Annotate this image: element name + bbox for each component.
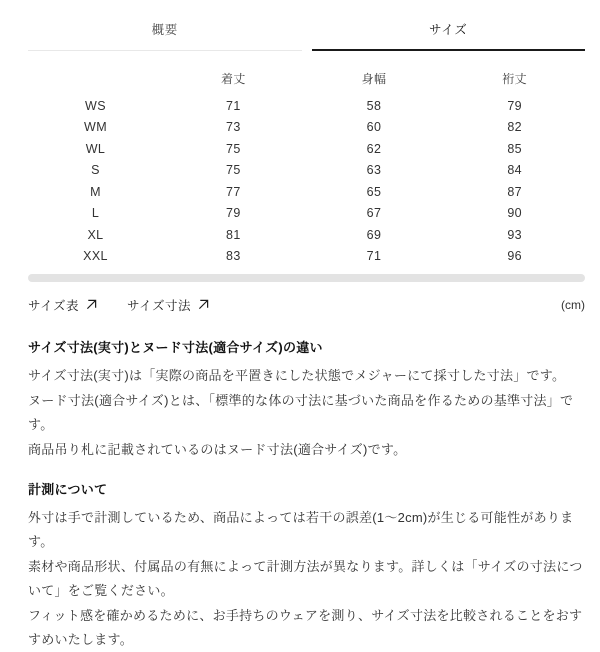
unit-label: (cm) — [561, 297, 585, 312]
section-paragraph: ヌード寸法(適合サイズ)とは、「標準的な体の寸法に基づいた商品を作るための基準寸法」です。 — [28, 392, 574, 432]
table-row — [28, 182, 585, 204]
measurement-value: 82 — [507, 120, 522, 134]
measurement-value: 65 — [366, 184, 382, 199]
measurement-value: 87 — [507, 184, 522, 199]
section-paragraph: 素材や商品形状、付属品の有無によって計測方法が異なります。詳しくは「サイズの寸法について」をご覧ください。 — [28, 558, 583, 598]
size-label: WM — [84, 120, 107, 134]
size-table-rows — [28, 96, 585, 268]
column-header-sleeve-length: 裄丈 — [502, 72, 528, 86]
link-label: サイズ表 — [28, 298, 80, 313]
measurement-value: 60 — [366, 120, 382, 134]
measurement-value: 71 — [226, 98, 241, 113]
links-row — [28, 296, 585, 314]
link-size-chart[interactable] — [28, 296, 97, 314]
tab-overview[interactable]: 概要 — [28, 20, 302, 51]
measurement-value: 77 — [226, 184, 241, 199]
size-table — [28, 69, 585, 268]
size-label: S — [91, 163, 100, 177]
measurement-value: 73 — [226, 120, 241, 134]
section-paragraph: 外寸は手で計測しているため、商品によっては若干の誤差(1〜2cm)が生じる可能性があります。 — [28, 509, 574, 549]
section-paragraph: 商品吊り札に記載されているのはヌード寸法(適合サイズ)です。 — [28, 441, 407, 457]
column-header-body-length: 着丈 — [220, 72, 246, 86]
table-row — [28, 160, 585, 182]
info-section — [28, 480, 585, 652]
info-sections — [28, 338, 585, 652]
measurement-value: 84 — [507, 163, 522, 177]
measurement-value: 71 — [366, 249, 382, 263]
measurement-value: 79 — [507, 98, 522, 113]
size-label: XL — [87, 227, 104, 242]
tab-bar — [28, 20, 585, 51]
measurement-value: 96 — [507, 249, 522, 263]
link-label: サイズ寸法 — [127, 298, 192, 313]
measurement-value: 75 — [226, 163, 241, 177]
measurement-value: 81 — [226, 227, 241, 242]
table-row — [28, 139, 585, 161]
table-row — [28, 225, 585, 247]
measurement-value: 93 — [507, 227, 522, 242]
measurement-value: 69 — [366, 227, 382, 242]
section-heading: サイズ寸法(実寸)とヌード寸法(適合サイズ)の違い — [28, 339, 323, 355]
tab-size[interactable]: サイズ — [312, 20, 586, 51]
size-label: WS — [85, 98, 106, 113]
info-section — [28, 338, 585, 462]
measurement-value: 63 — [366, 163, 382, 177]
table-scrollbar[interactable] — [28, 274, 585, 282]
measurement-value: 79 — [226, 206, 241, 220]
measurement-value: 90 — [507, 206, 522, 220]
table-row — [28, 246, 585, 268]
column-header-body-width: 身幅 — [361, 72, 387, 86]
section-paragraph: フィット感を確かめるために、お手持ちのウェアを測り、サイズ寸法を比較されることをおすすめいたします。 — [28, 607, 583, 647]
measurement-value: 58 — [366, 98, 382, 113]
section-heading: 計測について — [28, 481, 108, 497]
measurement-value: 62 — [366, 141, 382, 156]
table-row — [28, 203, 585, 225]
section-paragraph: サイズ寸法(実寸)は「実際の商品を平置きにした状態でメジャーにて採寸した寸法」です。 — [28, 367, 566, 383]
measurement-value: 85 — [507, 141, 522, 156]
measurement-value: 75 — [226, 141, 241, 156]
size-label: M — [90, 184, 101, 199]
size-label: L — [91, 206, 100, 220]
size-table-header — [28, 69, 585, 91]
link-size-dimensions[interactable] — [127, 296, 209, 314]
external-link-arrow-icon — [198, 299, 209, 310]
external-link-arrow-icon — [86, 299, 97, 310]
measurement-value: 83 — [226, 249, 241, 263]
table-row — [28, 117, 585, 139]
size-label: XXL — [83, 249, 108, 263]
size-column-spacer — [28, 69, 163, 91]
measurement-value: 67 — [366, 206, 382, 220]
size-label: WL — [85, 141, 106, 156]
table-row — [28, 96, 585, 118]
